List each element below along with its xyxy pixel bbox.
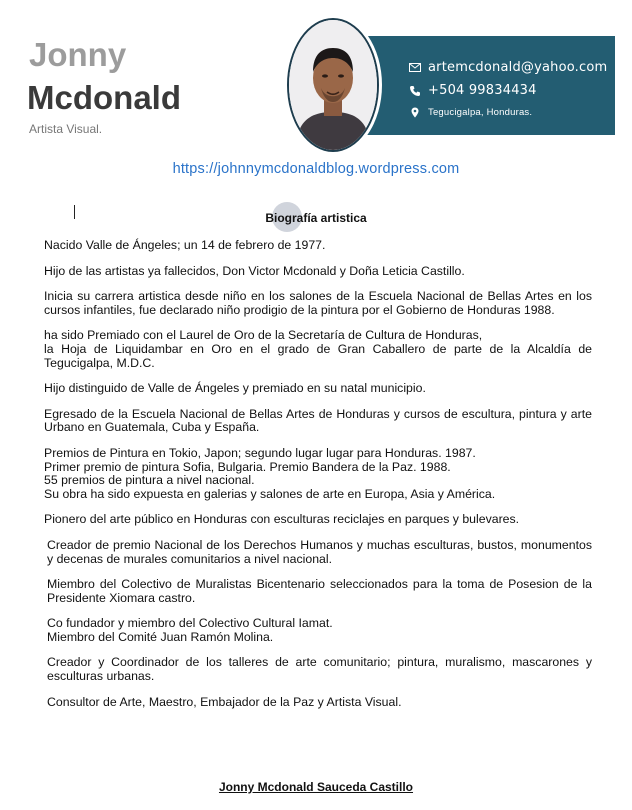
bio-line: Consultor de Arte, Maestro, Embajador de la Paz y Artista Visual. [47, 694, 402, 709]
bio-paragraph [44, 617, 592, 644]
biography [44, 239, 592, 721]
bio-line: Creador y Coordinador de los talleres de arte comunitario; pintura, muralismo, mascarones y esculturas urbanas. [47, 655, 592, 684]
bio-line: Nacido Valle de Ángeles; un 14 de febrero de 1977. [44, 238, 326, 252]
contact-band [360, 36, 615, 135]
last-name: Mcdonald [27, 79, 181, 116]
bio-line: Creador de premio Nacional de los Derechos Humanos y muchas esculturas, bustos, monumentos y decenas de murales comunitarios a nivel nacional. [47, 537, 592, 566]
bio-paragraph [44, 447, 592, 501]
bio-line: 55 premios de pintura a nivel nacional. [44, 473, 255, 488]
phone-icon [408, 85, 422, 97]
profile-photo [287, 18, 379, 152]
bio-line: Pionero del arte público en Honduras con esculturas reciclajes en parques y bulevares. [44, 512, 520, 527]
bio-line: Hijo distinguido de Valle de Ángeles y premiado en su natal municipio. [44, 381, 426, 396]
contact-email-row [408, 60, 607, 75]
bio-line: Hijo de las artistas ya fallecidos, Don Victor Mcdonald y Doña Leticia Castillo. [44, 263, 465, 278]
contact-phone[interactable]: +504 99834434 [428, 83, 537, 98]
bio-paragraph [44, 539, 592, 566]
location-pin-icon [408, 107, 422, 118]
contact-location: Tegucigalpa, Honduras. [428, 107, 533, 118]
contact-location-row [408, 107, 532, 118]
bio-paragraph [44, 290, 592, 317]
bio-line: Miembro del Comité Juan Ramón Molina. [47, 629, 274, 644]
bio-line: Su obra ha sido expuesta en galerias y salones de arte en Europa, Asia y América. [44, 486, 496, 501]
bio-paragraph [44, 578, 592, 605]
bio-line: Inicia su carrera artistica desde niño en los salones de la Escuela Nacional de Bellas Artes en los cursos infantiles, fue declarado niño prodigio de la pintura por el Gobierno de Honduras 1988. [44, 289, 592, 317]
bio-paragraph [44, 329, 592, 370]
bio-paragraph [44, 382, 592, 396]
bio-paragraph [44, 265, 592, 279]
contact-phone-row [408, 83, 537, 98]
mail-icon [408, 63, 422, 72]
bio-paragraph [44, 696, 592, 710]
signature: Jonny Mcdonald Sauceda Castillo [218, 780, 414, 794]
first-name: Jonny [29, 36, 127, 73]
bio-line: Premios de Pintura en Tokio, Japon; segundo lugar lugar para Honduras. 1987. [44, 445, 476, 460]
bio-line: Miembro del Colectivo de Muralistas Bicentenario seleccionados para la toma de Posesion de la Presidente Xiomara castro. [47, 577, 592, 605]
bio-paragraph [44, 513, 592, 527]
bio-paragraph [44, 408, 592, 435]
bio-paragraph [44, 656, 592, 683]
contact-email[interactable]: artemcdonald@yahoo.com [428, 60, 608, 75]
section-title: Biografía artistica [265, 211, 367, 225]
role-subtitle: Artista Visual. [29, 122, 103, 136]
bio-paragraph [44, 239, 592, 253]
bio-line: Egresado de la Escuela Nacional de Bellas Artes de Honduras y cursos de escultura, pintura y arte Urbano en Guatemala, Cuba y España. [44, 406, 592, 435]
bio-line: Co fundador y miembro del Colectivo Cultural Iamat. [47, 616, 333, 631]
bio-line: Primer premio de pintura Sofia, Bulgaria. Premio Bandera de la Paz. 1988. [44, 459, 451, 474]
bio-line: la Hoja de Liquidambar en Oro en el grado de Gran Caballero de parte de la Alcaldía de Tegucigalpa, M.D.C. [44, 341, 592, 370]
website-link[interactable]: https://johnnymcdonaldblog.wordpress.com [172, 161, 460, 177]
bio-line: ha sido Premiado con el Laurel de Oro de la Secretaría de Cultura de Honduras, [44, 328, 483, 343]
